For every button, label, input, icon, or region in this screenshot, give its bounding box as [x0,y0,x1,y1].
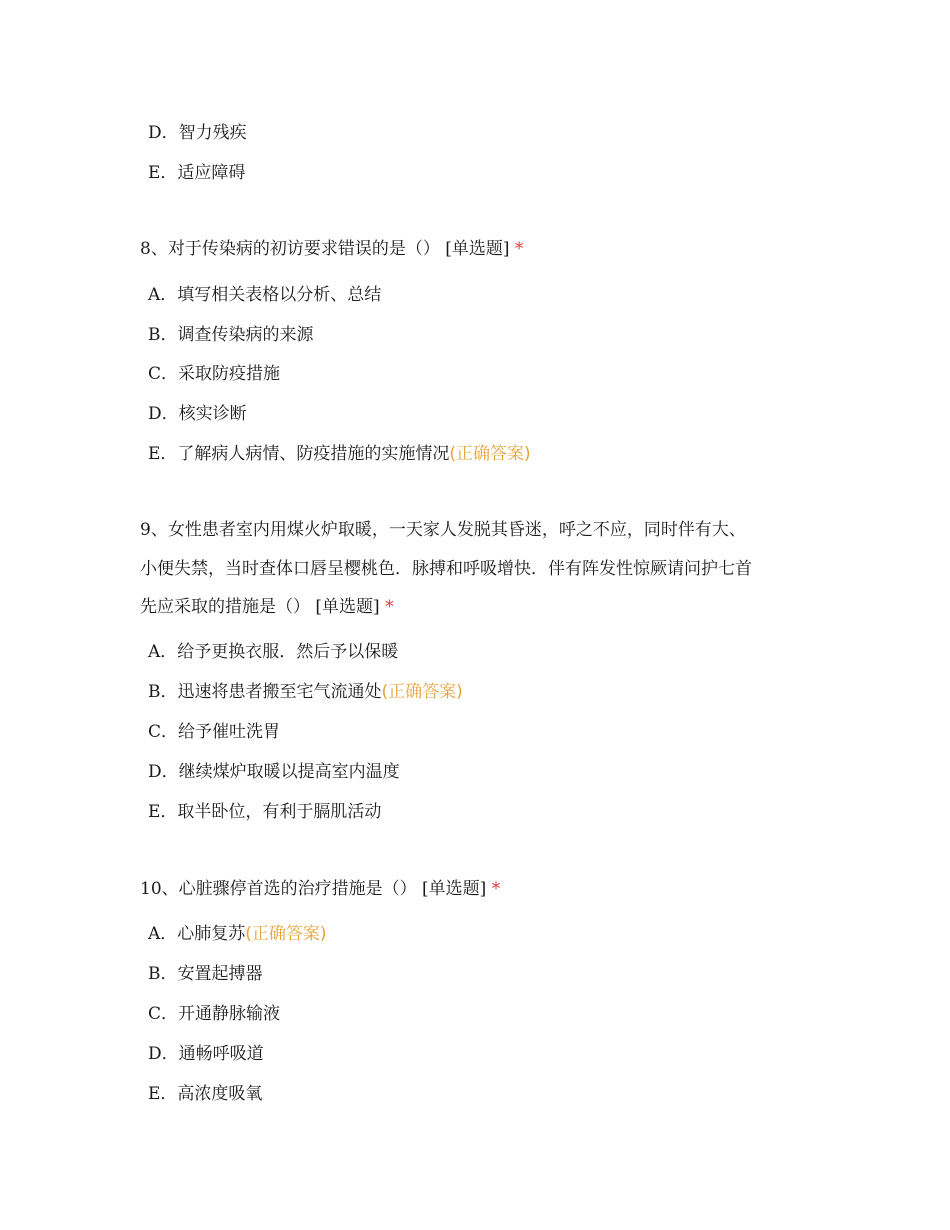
option-d [148,118,247,148]
question-text: 、女性患者室内用煤火炉取暖，一天家人发脱其昏迷，呼之不应，同时伴有大、 [150,520,746,540]
question-number: 8 [140,239,151,259]
option-a [148,280,381,310]
question-number: 10 [140,879,162,899]
correct-answer-marker: (正确答案) [449,444,531,464]
option-text: 智力残疾 [178,123,247,143]
correct-answer-marker: (正确答案) [381,682,463,702]
question-number: 9 [140,520,151,540]
option-b [148,959,263,989]
option-letter: D． [148,1044,179,1064]
question-text: 、心脏骤停首选的治疗措施是（） [161,879,417,899]
required-marker: * [385,597,394,617]
option-a [148,919,327,949]
option-letter: A． [148,642,178,662]
option-b [148,320,314,350]
option-text: 了解病人病情、防疫措施的实施情况 [177,444,450,464]
option-text: 开通静脉输液 [178,1004,281,1024]
option-text: 给予催吐洗胃 [178,722,281,742]
option-a [148,637,398,667]
option-letter: B． [148,325,178,345]
option-text: 取半卧位，有利于膈肌活动 [177,802,382,822]
correct-answer-marker: (正确答案) [245,924,327,944]
question-text: 、对于传染病的初访要求错误的是（） [150,239,440,259]
question-type-tag: [单选题] [422,879,487,899]
option-letter: E． [148,163,178,183]
option-text: 通畅呼吸道 [178,1044,264,1064]
question-title-line-3 [140,591,394,623]
option-letter: D． [148,123,179,143]
option-d [148,757,400,787]
option-letter: A． [148,924,178,944]
question-text: 小便失禁，当时查体口唇呈樱桃色．脉搏和呼吸增快．伴有阵发性惊厥请问护七首 [140,559,752,579]
option-letter: C． [148,364,179,384]
option-letter: E． [148,444,178,464]
option-letter: E． [148,802,178,822]
required-marker: * [491,879,501,899]
option-text: 继续煤炉取暖以提高室内温度 [178,762,400,782]
option-e [148,1079,262,1109]
option-letter: C． [148,722,179,742]
option-text: 迅速将患者搬至宅气流通处 [177,682,382,702]
option-e [148,797,381,827]
option-c [148,717,280,747]
option-letter: B． [148,682,178,702]
option-c [148,999,280,1029]
option-text: 核实诊断 [178,404,247,424]
question-type-tag: [单选题] [445,239,510,259]
option-text: 给予更换衣服．然后予以保暖 [177,642,399,662]
question-title [140,873,500,905]
option-text: 适应障碍 [177,163,246,183]
question-title-line-1 [140,514,746,546]
option-b [148,677,463,707]
option-letter: D． [148,404,179,424]
option-text: 填写相关表格以分析、总结 [177,285,382,305]
option-d [148,1039,264,1069]
option-letter: E． [148,1084,178,1104]
option-text: 调查传染病的来源 [177,325,314,345]
question-type-tag: [单选题] [315,597,380,617]
option-e [148,158,245,188]
option-text: 心肺复苏 [177,924,246,944]
option-text: 高浓度吸氧 [177,1084,263,1104]
question-title [140,233,523,265]
question-title-line-2 [140,553,752,585]
option-letter: A． [148,285,178,305]
option-letter: C． [148,1004,179,1024]
option-c [148,359,280,389]
option-text: 采取防疫措施 [178,364,281,384]
option-letter: B． [148,964,178,984]
question-text: 先应采取的措施是（） [140,597,310,617]
option-e [148,439,531,469]
option-letter: D． [148,762,179,782]
option-d [148,399,247,429]
required-marker: * [514,239,524,259]
option-text: 安置起搏器 [177,964,263,984]
